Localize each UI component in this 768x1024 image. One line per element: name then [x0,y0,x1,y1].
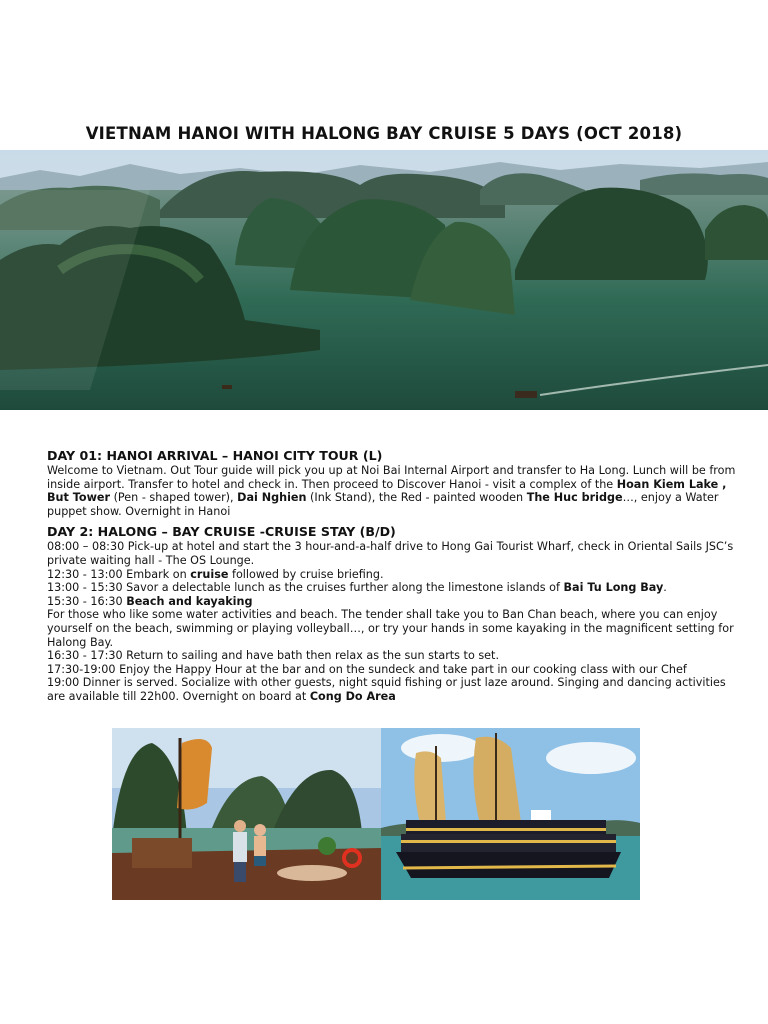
day2-line-beach: 15:30 - 16:30 Beach and kayaking [47,594,253,608]
day1-heading: DAY 01: HANOI ARRIVAL – HANOI CITY TOUR (L) [47,448,383,463]
day2-heading: DAY 2: HALONG – BAY CRUISE -CRUISE STAY (B/D) [47,524,396,540]
document-title: VIETNAM HANOI WITH HALONG BAY CRUISE 5 DAYS (OCT 2018) [85,124,683,143]
junk-boat-deck-image [112,728,381,900]
day2-line-dinner: 19:00 Dinner is served. Socialize with other guests, night squid fishing or just laze around. Singing and dancing activities are available till 22h00. Overnight on board at Cong Do Area [47,676,726,703]
day2-line-activities: For those who like some water activities and beach. The tender shall take you to Ban Chan beach, where you can enjoy yourself on the beach, swimming or playing volleyball…, or try your hands in some kayaking in the magnificent setting for Halong Bay. [47,608,734,649]
itinerary-content [47,448,737,704]
day1-description: Welcome to Vietnam. Out Tour guide will pick you up at Noi Bai Internal Airport and transfer to Ha Long. Lunch will be from inside airport. Transfer to hotel and check in. Then proceed to Discover Hanoi - visit a complex of the Hoan Kiem Lake , But Tower (Pen - shaped tower), Dai Nghien (Ink Stand), the Red - painted wooden The Huc bridge…, enjoy a Water puppet show. Overnight in Hanoi [47,464,736,518]
day2-line-sailing: 16:30 - 17:30 Return to sailing and have bath then relax as the sun starts to set. [47,649,500,663]
day2-line-lunch: 13:00 - 15:30 Savor a delectable lunch as the cruises further along the limestone islands of Bai Tu Long Bay. [47,581,667,595]
day2-line-embark: 12:30 - 13:00 Embark on cruise followed by cruise briefing. [47,567,384,581]
halong-bay-hero-image [0,150,768,410]
day2-line-happy-hour: 17:30-19:00 Enjoy the Happy Hour at the bar and on the sundeck and take part in our cooking class with our Chef [47,662,687,676]
day2-line-pickup: 08:00 – 08:30 Pick-up at hotel and start the 3 hour-and-a-half drive to Hong Gai Tourist Wharf, check in Oriental Sails JSC’s private waiting hall - The OS Lounge. [47,540,734,567]
oriental-sails-boat-image [381,728,640,900]
